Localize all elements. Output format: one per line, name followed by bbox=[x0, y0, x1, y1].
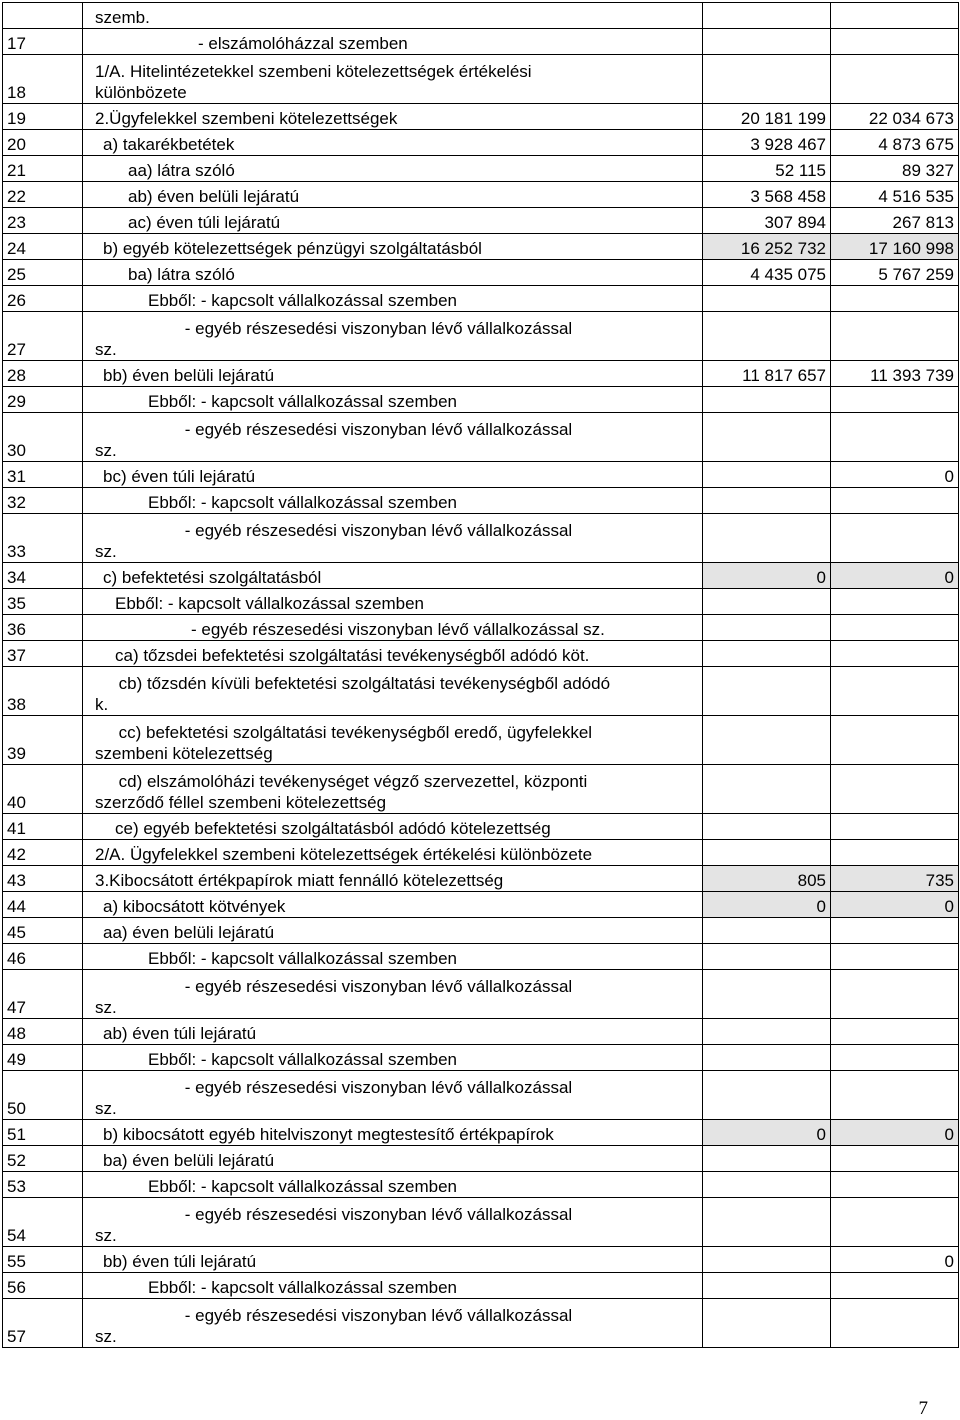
row-number: 46 bbox=[3, 944, 83, 970]
table-row bbox=[3, 1045, 959, 1071]
row-label: Ebből: - kapcsolt vállalkozással szemben bbox=[83, 1172, 703, 1198]
row-label: ba) látra szóló bbox=[83, 260, 703, 286]
value-current-year bbox=[831, 641, 959, 667]
table-row bbox=[3, 918, 959, 944]
row-number: 24 bbox=[3, 234, 83, 260]
row-number: 57 bbox=[3, 1299, 83, 1348]
row-label: b) egyéb kötelezettségek pénzügyi szolgáltatásból bbox=[83, 234, 703, 260]
value-previous-year: 805 bbox=[703, 866, 831, 892]
value-previous-year bbox=[703, 589, 831, 615]
value-current-year: 4 516 535 bbox=[831, 182, 959, 208]
table-row bbox=[3, 413, 959, 462]
row-number: 37 bbox=[3, 641, 83, 667]
table-row bbox=[3, 286, 959, 312]
value-previous-year bbox=[703, 312, 831, 361]
row-label: szemb. bbox=[83, 3, 703, 29]
table-row bbox=[3, 589, 959, 615]
row-label: ca) tőzsdei befektetési szolgáltatási tevékenységből adódó köt. bbox=[83, 641, 703, 667]
row-number: 40 bbox=[3, 765, 83, 814]
row-number: 30 bbox=[3, 413, 83, 462]
table-row bbox=[3, 840, 959, 866]
row-number: 52 bbox=[3, 1146, 83, 1172]
value-previous-year bbox=[703, 1273, 831, 1299]
row-number: 45 bbox=[3, 918, 83, 944]
value-previous-year bbox=[703, 765, 831, 814]
row-label: - egyéb részesedési viszonyban lévő vállalkozással sz. bbox=[83, 1071, 703, 1120]
row-label: a) takarékbetétek bbox=[83, 130, 703, 156]
value-current-year bbox=[831, 1198, 959, 1247]
value-previous-year bbox=[703, 488, 831, 514]
table-row bbox=[3, 1273, 959, 1299]
value-current-year bbox=[831, 716, 959, 765]
row-label: - egyéb részesedési viszonyban lévő vállalkozással sz. bbox=[83, 1299, 703, 1348]
table-row bbox=[3, 387, 959, 413]
row-label: - egyéb részesedési viszonyban lévő vállalkozással sz. bbox=[83, 615, 703, 641]
value-current-year: 0 bbox=[831, 563, 959, 589]
value-current-year bbox=[831, 1172, 959, 1198]
value-current-year bbox=[831, 29, 959, 55]
table-row bbox=[3, 892, 959, 918]
row-number: 56 bbox=[3, 1273, 83, 1299]
value-previous-year bbox=[703, 462, 831, 488]
value-previous-year bbox=[703, 1198, 831, 1247]
row-number: 50 bbox=[3, 1071, 83, 1120]
table-row bbox=[3, 667, 959, 716]
value-current-year: 17 160 998 bbox=[831, 234, 959, 260]
row-number: 54 bbox=[3, 1198, 83, 1247]
value-current-year bbox=[831, 286, 959, 312]
row-number: 17 bbox=[3, 29, 83, 55]
value-current-year bbox=[831, 589, 959, 615]
value-previous-year bbox=[703, 387, 831, 413]
value-previous-year bbox=[703, 615, 831, 641]
value-current-year: 0 bbox=[831, 1247, 959, 1273]
row-number: 48 bbox=[3, 1019, 83, 1045]
table-row bbox=[3, 462, 959, 488]
table-row bbox=[3, 182, 959, 208]
row-number: 26 bbox=[3, 286, 83, 312]
table-row bbox=[3, 1172, 959, 1198]
table-row bbox=[3, 260, 959, 286]
value-previous-year bbox=[703, 970, 831, 1019]
value-current-year: 11 393 739 bbox=[831, 361, 959, 387]
value-current-year bbox=[831, 667, 959, 716]
value-previous-year bbox=[703, 1299, 831, 1348]
row-label: 1/A. Hitelintézetekkel szembeni kötelezettségek értékelési különbözete bbox=[83, 55, 703, 104]
row-number: 27 bbox=[3, 312, 83, 361]
value-current-year bbox=[831, 814, 959, 840]
row-label: ce) egyéb befektetési szolgáltatásból adódó kötelezettség bbox=[83, 814, 703, 840]
row-label: aa) éven belüli lejáratú bbox=[83, 918, 703, 944]
value-current-year: 735 bbox=[831, 866, 959, 892]
table-row bbox=[3, 55, 959, 104]
value-previous-year bbox=[703, 514, 831, 563]
row-label: - egyéb részesedési viszonyban lévő vállalkozással sz. bbox=[83, 1198, 703, 1247]
value-previous-year bbox=[703, 3, 831, 29]
row-number: 21 bbox=[3, 156, 83, 182]
value-previous-year bbox=[703, 55, 831, 104]
table-row bbox=[3, 234, 959, 260]
value-previous-year bbox=[703, 944, 831, 970]
value-current-year bbox=[831, 1146, 959, 1172]
value-current-year bbox=[831, 1019, 959, 1045]
row-label: Ebből: - kapcsolt vállalkozással szemben bbox=[83, 1273, 703, 1299]
row-label: - egyéb részesedési viszonyban lévő vállalkozással sz. bbox=[83, 970, 703, 1019]
value-previous-year: 4 435 075 bbox=[703, 260, 831, 286]
table-row bbox=[3, 1299, 959, 1348]
table-row bbox=[3, 1146, 959, 1172]
row-number: 32 bbox=[3, 488, 83, 514]
table-row bbox=[3, 716, 959, 765]
value-previous-year bbox=[703, 413, 831, 462]
row-number: 33 bbox=[3, 514, 83, 563]
row-number: 42 bbox=[3, 840, 83, 866]
table-row bbox=[3, 488, 959, 514]
value-previous-year bbox=[703, 286, 831, 312]
table-row bbox=[3, 1247, 959, 1273]
value-current-year: 5 767 259 bbox=[831, 260, 959, 286]
row-label: aa) látra szóló bbox=[83, 156, 703, 182]
value-previous-year bbox=[703, 1019, 831, 1045]
balance-sheet-table bbox=[2, 2, 959, 1348]
value-previous-year bbox=[703, 1071, 831, 1120]
row-label: Ebből: - kapcsolt vállalkozással szemben bbox=[83, 1045, 703, 1071]
value-previous-year: 0 bbox=[703, 892, 831, 918]
row-label: Ebből: - kapcsolt vállalkozással szemben bbox=[83, 589, 703, 615]
row-label: bb) éven túli lejáratú bbox=[83, 1247, 703, 1273]
row-number: 44 bbox=[3, 892, 83, 918]
row-number: 49 bbox=[3, 1045, 83, 1071]
value-current-year: 0 bbox=[831, 1120, 959, 1146]
row-number: 36 bbox=[3, 615, 83, 641]
row-number: 34 bbox=[3, 563, 83, 589]
table-row bbox=[3, 130, 959, 156]
value-previous-year bbox=[703, 814, 831, 840]
value-previous-year: 3 928 467 bbox=[703, 130, 831, 156]
value-current-year bbox=[831, 1045, 959, 1071]
row-label: Ebből: - kapcsolt vállalkozással szemben bbox=[83, 488, 703, 514]
table-row bbox=[3, 1019, 959, 1045]
value-current-year bbox=[831, 918, 959, 944]
row-label: 2.Ügyfelekkel szembeni kötelezettségek bbox=[83, 104, 703, 130]
value-previous-year: 3 568 458 bbox=[703, 182, 831, 208]
row-number: 41 bbox=[3, 814, 83, 840]
row-label: a) kibocsátott kötvények bbox=[83, 892, 703, 918]
row-number: 47 bbox=[3, 970, 83, 1019]
row-label: - egyéb részesedési viszonyban lévő vállalkozással sz. bbox=[83, 413, 703, 462]
row-number: 20 bbox=[3, 130, 83, 156]
table-row bbox=[3, 1071, 959, 1120]
table-row bbox=[3, 156, 959, 182]
value-previous-year bbox=[703, 840, 831, 866]
row-label: - egyéb részesedési viszonyban lévő vállalkozással sz. bbox=[83, 514, 703, 563]
table-row bbox=[3, 3, 959, 29]
table-row bbox=[3, 312, 959, 361]
row-number: 53 bbox=[3, 1172, 83, 1198]
table-row bbox=[3, 866, 959, 892]
table-row bbox=[3, 104, 959, 130]
table-row bbox=[3, 563, 959, 589]
table-row bbox=[3, 208, 959, 234]
row-number: 51 bbox=[3, 1120, 83, 1146]
value-current-year bbox=[831, 970, 959, 1019]
row-label: Ebből: - kapcsolt vállalkozással szemben bbox=[83, 387, 703, 413]
row-number: 29 bbox=[3, 387, 83, 413]
value-previous-year: 307 894 bbox=[703, 208, 831, 234]
row-label: c) befektetési szolgáltatásból bbox=[83, 563, 703, 589]
row-label: ac) éven túli lejáratú bbox=[83, 208, 703, 234]
value-current-year bbox=[831, 765, 959, 814]
value-current-year bbox=[831, 55, 959, 104]
value-current-year bbox=[831, 1071, 959, 1120]
row-label: ab) éven belüli lejáratú bbox=[83, 182, 703, 208]
value-current-year bbox=[831, 840, 959, 866]
value-current-year bbox=[831, 1299, 959, 1348]
table-row bbox=[3, 641, 959, 667]
value-current-year: 89 327 bbox=[831, 156, 959, 182]
value-current-year bbox=[831, 312, 959, 361]
row-label: cc) befektetési szolgáltatási tevékenységből eredő, ügyfelekkel szembeni kötelezettség bbox=[83, 716, 703, 765]
table-row bbox=[3, 514, 959, 563]
value-current-year bbox=[831, 615, 959, 641]
row-number: 31 bbox=[3, 462, 83, 488]
value-current-year: 4 873 675 bbox=[831, 130, 959, 156]
value-current-year bbox=[831, 944, 959, 970]
row-number: 18 bbox=[3, 55, 83, 104]
table-body bbox=[3, 3, 959, 1348]
value-previous-year bbox=[703, 918, 831, 944]
table-row bbox=[3, 970, 959, 1019]
value-current-year bbox=[831, 413, 959, 462]
value-previous-year bbox=[703, 1247, 831, 1273]
row-number: 35 bbox=[3, 589, 83, 615]
value-previous-year bbox=[703, 29, 831, 55]
row-label: bb) éven belüli lejáratú bbox=[83, 361, 703, 387]
row-label: 2/A. Ügyfelekkel szembeni kötelezettségek értékelési különbözete bbox=[83, 840, 703, 866]
value-current-year bbox=[831, 1273, 959, 1299]
row-label: cb) tőzsdén kívüli befektetési szolgáltatási tevékenységből adódó k. bbox=[83, 667, 703, 716]
row-number: 19 bbox=[3, 104, 83, 130]
row-number: 25 bbox=[3, 260, 83, 286]
value-previous-year bbox=[703, 1045, 831, 1071]
table-row bbox=[3, 1198, 959, 1247]
value-current-year: 0 bbox=[831, 892, 959, 918]
row-label: - egyéb részesedési viszonyban lévő vállalkozással sz. bbox=[83, 312, 703, 361]
value-previous-year: 16 252 732 bbox=[703, 234, 831, 260]
value-previous-year bbox=[703, 667, 831, 716]
row-label: Ebből: - kapcsolt vállalkozással szemben bbox=[83, 286, 703, 312]
row-label: cd) elszámolóházi tevékenységet végző szervezettel, központi szerződő féllel szembeni kötelezettség bbox=[83, 765, 703, 814]
row-number: 38 bbox=[3, 667, 83, 716]
row-label: bc) éven túli lejáratú bbox=[83, 462, 703, 488]
value-current-year: 267 813 bbox=[831, 208, 959, 234]
row-number: 28 bbox=[3, 361, 83, 387]
row-number bbox=[3, 3, 83, 29]
value-previous-year bbox=[703, 1146, 831, 1172]
table-row bbox=[3, 1120, 959, 1146]
row-label: b) kibocsátott egyéb hitelviszonyt megtestesítő értékpapírok bbox=[83, 1120, 703, 1146]
value-previous-year: 11 817 657 bbox=[703, 361, 831, 387]
value-previous-year: 0 bbox=[703, 563, 831, 589]
row-number: 55 bbox=[3, 1247, 83, 1273]
page-number: 7 bbox=[918, 1398, 928, 1419]
value-current-year bbox=[831, 3, 959, 29]
table-row bbox=[3, 765, 959, 814]
table-row bbox=[3, 814, 959, 840]
row-label: ba) éven belüli lejáratú bbox=[83, 1146, 703, 1172]
row-number: 22 bbox=[3, 182, 83, 208]
row-label: Ebből: - kapcsolt vállalkozással szemben bbox=[83, 944, 703, 970]
value-previous-year bbox=[703, 1172, 831, 1198]
value-previous-year bbox=[703, 641, 831, 667]
value-current-year: 0 bbox=[831, 462, 959, 488]
table-row bbox=[3, 29, 959, 55]
row-label: ab) éven túli lejáratú bbox=[83, 1019, 703, 1045]
value-current-year bbox=[831, 387, 959, 413]
value-current-year bbox=[831, 488, 959, 514]
table-row bbox=[3, 361, 959, 387]
value-previous-year: 0 bbox=[703, 1120, 831, 1146]
row-number: 23 bbox=[3, 208, 83, 234]
row-label: 3.Kibocsátott értékpapírok miatt fennálló kötelezettség bbox=[83, 866, 703, 892]
row-number: 39 bbox=[3, 716, 83, 765]
value-previous-year bbox=[703, 716, 831, 765]
table-row bbox=[3, 615, 959, 641]
value-current-year bbox=[831, 514, 959, 563]
table-row bbox=[3, 944, 959, 970]
value-previous-year: 52 115 bbox=[703, 156, 831, 182]
row-label: - elszámolóházzal szemben bbox=[83, 29, 703, 55]
row-number: 43 bbox=[3, 866, 83, 892]
value-current-year: 22 034 673 bbox=[831, 104, 959, 130]
value-previous-year: 20 181 199 bbox=[703, 104, 831, 130]
